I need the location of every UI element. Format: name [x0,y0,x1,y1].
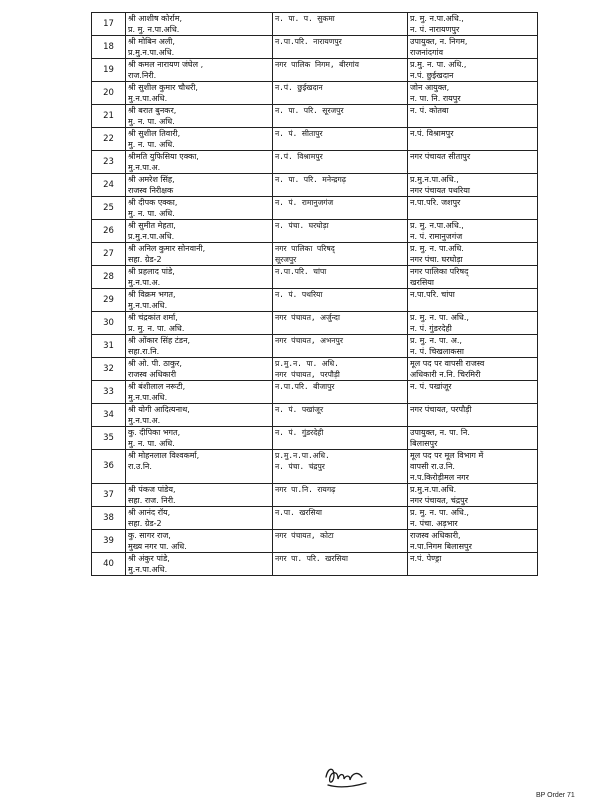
current-posting-cell-line: न. पंचा. घरघोड़ा [275,221,329,230]
signature-mark [322,763,370,789]
current-posting-cell-line [275,162,405,173]
row-number: 34 [92,404,126,427]
current-posting-cell [273,197,408,220]
current-posting-cell [273,404,408,427]
new-posting-cell-line: जोन आयुक्त, [410,83,450,92]
new-posting-cell-line: मूल पद पर मूल विभाग में [410,451,484,460]
current-posting-cell [273,381,408,404]
current-posting-cell-line: न. पंचा. चंद्रपुर [275,462,325,471]
new-posting-cell-line: उपायुक्त, न. पा. नि. [410,428,470,437]
row-number: 30 [92,312,126,335]
transfer-order-table [91,12,538,576]
current-posting-cell-line: नगर पंचायत, परपौड़ी [275,370,340,379]
new-posting-cell-line [410,415,535,426]
table-row [92,484,538,507]
new-posting-cell [408,197,538,220]
current-posting-cell-line [275,24,405,35]
officer-name-cell-line: प्र.मु.न.पा.अधि. [128,48,175,57]
current-posting-cell [273,427,408,450]
current-posting-cell-line: नगर पा. परि. खरसिया [275,554,348,563]
table-row [92,507,538,530]
current-posting-cell-line: न. पा. प. सुकमा [275,14,335,23]
new-posting-cell-line: प्र. मु. न.पा.अधि., [410,221,464,230]
current-posting-cell [273,59,408,82]
officer-name-cell [126,59,273,82]
current-posting-cell-line: न.पा.परि. बीजापुर [275,382,335,391]
officer-name-cell-line: श्री विक्रम भगत, [128,290,176,299]
current-posting-cell-line [275,541,405,552]
new-posting-cell-line [410,162,535,173]
new-posting-cell-line: न.पा.परि. चांपा [410,290,455,299]
officer-name-cell-line: श्री प्रहलाद पांडे, [128,267,175,276]
table-row [92,13,538,36]
new-posting-cell-line: न.पं. विश्रामपुर [410,129,454,138]
current-posting-cell-line [275,564,405,575]
new-posting-cell-line: नगर पंचायत सीतापुर [410,152,471,161]
new-posting-cell-line: न. पा. नि. रायपुर [410,94,461,103]
officer-name-cell-line: श्री सुशील कुमार चौधरी, [128,83,198,92]
officer-name-cell-line: मु. न. पा. अधि. [128,439,175,448]
row-number: 27 [92,243,126,266]
officer-name-cell-line: सहा.रा.नि. [128,347,160,356]
new-posting-cell-line: प्र. मु. न. पा. अधि., [410,313,469,322]
current-posting-cell [273,82,408,105]
officer-name-cell-line: रा.उ.नि. [128,462,152,471]
current-posting-cell-line [275,139,405,150]
officer-name-cell [126,530,273,553]
new-posting-cell [408,289,538,312]
table-row [92,197,538,220]
new-posting-cell [408,13,538,36]
new-posting-cell-line: नगर पंचा. घरघोड़ा [410,255,463,264]
officer-name-cell [126,404,273,427]
table-row [92,105,538,128]
table-row [92,220,538,243]
table-row [92,381,538,404]
officer-name-cell-line: श्री सुमीत मेहता, [128,221,176,230]
footer-order-code: BP Order 71 [536,792,575,799]
table-row [92,358,538,381]
officer-name-cell-line: राज.निरी. [128,71,157,80]
new-posting-cell-line [410,116,535,127]
current-posting-cell-line [275,438,405,449]
current-posting-cell-line [275,346,405,357]
officer-name-cell [126,36,273,59]
officer-name-cell-line: मु. न. पा. अधि. [128,140,175,149]
new-posting-cell-line: नगर पालिका परिषद् [410,267,469,276]
row-number: 40 [92,553,126,576]
new-posting-cell-line: वापसी रा.उ.नि. [410,462,455,471]
current-posting-cell-line: न. पं. पखांजूर [275,405,324,414]
current-posting-cell-line [275,116,405,127]
new-posting-cell-line [410,139,535,150]
row-number: 23 [92,151,126,174]
officer-name-cell [126,82,273,105]
current-posting-cell [273,450,408,484]
officer-name-cell-line: श्री ओंकार सिंह टंडन, [128,336,191,345]
table-row [92,427,538,450]
current-posting-cell-line: न. पा. परि. सूरजपुर [275,106,344,115]
row-number: 38 [92,507,126,530]
new-posting-cell-line: प्र. मु. न. पा. अ., [410,336,462,345]
officer-name-cell-line: मुख्य नगर पा. अधि. [128,542,187,551]
new-posting-cell-line: प्र.मु.न.पा.अधि., [410,175,459,184]
new-posting-cell-line: प्र. मु. न.पा.अधि., [410,14,464,23]
table-row [92,128,538,151]
officer-name-cell-line: मु. न. पा. अधि. [128,209,175,218]
current-posting-cell-line [275,70,405,81]
new-posting-cell-line: बिलासपुर [410,439,438,448]
current-posting-cell [273,484,408,507]
new-posting-cell-line: उपायुक्त, न. निगम, [410,37,468,46]
row-number: 37 [92,484,126,507]
new-posting-cell [408,553,538,576]
officer-name-cell-line: मु.न.पा.अ. [128,278,161,287]
table-row [92,289,538,312]
table-row [92,335,538,358]
new-posting-cell [408,243,538,266]
current-posting-cell-line [275,231,405,242]
new-posting-cell-line: नगर पंचायत, चंद्रपुर [410,496,468,505]
current-posting-cell [273,358,408,381]
row-number: 21 [92,105,126,128]
officer-name-cell [126,484,273,507]
row-number: 29 [92,289,126,312]
current-posting-cell-line [275,47,405,58]
table-row [92,82,538,105]
officer-name-cell [126,289,273,312]
new-posting-cell [408,105,538,128]
new-posting-cell-line: राजनांदगांव [410,48,444,57]
officer-name-cell-line: मु.न.पा.अ. [128,163,161,172]
officer-name-cell-line: सहा. ग्रेड-2 [128,519,162,528]
table-row [92,553,538,576]
table-row [92,530,538,553]
current-posting-cell-line: प्र.मु.न. पा. अधि. [275,359,339,368]
current-posting-cell [273,530,408,553]
officer-name-cell-line: श्री दीपक एक्का, [128,198,178,207]
current-posting-cell [273,174,408,197]
new-posting-cell-line: न. पं. चिखलाकसा [410,347,464,356]
officer-name-cell-line: श्रीमति युफिसिया एक्का, [128,152,199,161]
row-number: 26 [92,220,126,243]
officer-name-cell-line: श्री योगी आदित्यनाथ, [128,405,190,414]
officer-name-cell-line: मु.न.पा.अधि. [128,393,168,402]
officer-name-cell-line: श्री बंशीलाल नरूटी, [128,382,186,391]
current-posting-cell-line: न. पं. पथरिया [275,290,323,299]
new-posting-cell-line [410,208,535,219]
new-posting-cell-line: न. पं. कोतबा [410,106,449,115]
new-posting-cell-line: प्र. मु. न. पा. अधि., [410,508,469,517]
current-posting-cell-line: न.पा.परि. चांपा [275,267,327,276]
officer-name-cell-line: मु. न. पा. अधि. [128,117,175,126]
officer-name-cell [126,151,273,174]
table-row [92,36,538,59]
current-posting-cell-line: न. पं. रामानुजगंज [275,198,334,207]
officer-name-cell [126,197,273,220]
current-posting-cell-line: नगर पंचायत, कोटा [275,531,334,540]
row-number: 28 [92,266,126,289]
current-posting-cell [273,220,408,243]
officer-name-cell [126,507,273,530]
officer-name-cell-line: मु.न.पा.अधि. [128,94,168,103]
current-posting-cell [273,312,408,335]
officer-name-cell-line: श्री मोहनलाल विश्वकर्मा, [128,451,200,460]
new-posting-cell [408,266,538,289]
current-posting-cell-line: प्र.मु.न.पा.अधि. [275,451,330,460]
new-posting-cell [408,450,538,484]
new-posting-cell-line: प्र.मु. न. पा. अधि., [410,60,467,69]
officer-name-cell-line: श्री पंकज पांडेय, [128,485,176,494]
current-posting-cell-line: नगर पंचायत, अर्जुन्दा [275,313,340,322]
officer-name-cell [126,358,273,381]
new-posting-cell [408,530,538,553]
new-posting-cell-line: नगर पंचायत पथरिया [410,186,470,195]
current-posting-cell-line: नगर पा.नि. रायगढ़ [275,485,336,494]
current-posting-cell [273,105,408,128]
current-posting-cell-line: न.पं. छुईखदान [275,83,323,92]
current-posting-cell [273,243,408,266]
current-posting-cell-line [275,208,405,219]
officer-name-cell-line: प्र. मु. न. पा. अधि. [128,324,185,333]
table-row [92,404,538,427]
officer-name-cell-line: कु. सागर राज, [128,531,171,540]
row-number: 20 [92,82,126,105]
new-posting-cell [408,484,538,507]
row-number: 32 [92,358,126,381]
new-posting-cell [408,507,538,530]
table-body [92,13,538,576]
current-posting-cell-line: नगर पंचायत, अभनपुर [275,336,343,345]
officer-name-cell-line: श्री अमरेश सिंह, [128,175,175,184]
new-posting-cell-line: न. पं. गुंडरदेही [410,324,452,333]
row-number: 25 [92,197,126,220]
current-posting-cell-line [275,277,405,288]
officer-name-cell-line: श्री ओ. पी. ठाकुर, [128,359,182,368]
new-posting-cell-line: न.पा.निगम बिलासपुर [410,542,472,551]
current-posting-cell-line: न. पा. परि. मनेन्द्रगढ़ [275,175,346,184]
officer-name-cell [126,312,273,335]
new-posting-cell [408,220,538,243]
officer-name-cell [126,381,273,404]
current-posting-cell [273,507,408,530]
new-posting-cell [408,59,538,82]
officer-name-cell-line: श्री कमल नारायण जंघेल , [128,60,204,69]
officer-name-cell [126,105,273,128]
new-posting-cell-line: अधिकारी न.नि. चिरमिरी [410,370,481,379]
new-posting-cell [408,82,538,105]
table-row [92,312,538,335]
current-posting-cell-line [275,518,405,529]
officer-name-cell-line: प्र. मु. न.पा.अधि. [128,25,180,34]
row-number: 17 [92,13,126,36]
current-posting-cell [273,36,408,59]
table-row [92,450,538,484]
officer-name-cell [126,427,273,450]
officer-name-cell-line: श्री बरात बुनकर, [128,106,177,115]
new-posting-cell-line: नगर पंचायत, परपौड़ी [410,405,472,414]
row-number: 33 [92,381,126,404]
new-posting-cell [408,151,538,174]
current-posting-cell-line: नगर पालिका परिषद् [275,244,335,253]
new-posting-cell [408,427,538,450]
officer-name-cell [126,128,273,151]
current-posting-cell-line [275,323,405,334]
current-posting-cell-line [275,495,405,506]
row-number: 24 [92,174,126,197]
current-posting-cell [273,128,408,151]
current-posting-cell-line: न.पा.परि. नारायणपुर [275,37,342,46]
officer-name-cell-line: कु. दीपिका भगत, [128,428,181,437]
officer-name-cell-line: प्र.मु.न.पा.अधि. [128,232,175,241]
officer-name-cell [126,13,273,36]
row-number: 39 [92,530,126,553]
new-posting-cell [408,128,538,151]
row-number: 18 [92,36,126,59]
officer-name-cell-line: मु.न.पा.अधि. [128,565,168,574]
new-posting-cell [408,174,538,197]
table-row [92,151,538,174]
new-posting-cell-line: मूल पद पर वापसी राजस्व [410,359,485,368]
row-number: 35 [92,427,126,450]
new-posting-cell-line: प्र. मु. न. पा.अधि. [410,244,464,253]
new-posting-cell-line: न.पा.परि. जशपुर [410,198,461,207]
officer-name-cell-line: श्री अनिल कुमार सोनवानी, [128,244,206,253]
new-posting-cell-line: न. पंचा. अड़भार [410,519,458,528]
new-posting-cell [408,381,538,404]
new-posting-cell [408,404,538,427]
table-row [92,243,538,266]
officer-name-cell-line: राजस्व निरीक्षक [128,186,174,195]
current-posting-cell [273,151,408,174]
current-posting-cell [273,335,408,358]
new-posting-cell-line: न.पं. पेण्ड्रा [410,554,442,563]
new-posting-cell-line [410,564,535,575]
new-posting-cell-line: न.प.किरोड़ीमल नगर [410,473,469,482]
current-posting-cell-line [275,300,405,311]
current-posting-cell-line [275,185,405,196]
table-row [92,59,538,82]
officer-name-cell-line: श्री मोबिन अली, [128,37,175,46]
officer-name-cell-line: मु.न.पा.अ. [128,416,161,425]
officer-name-cell [126,243,273,266]
row-number: 22 [92,128,126,151]
current-posting-cell-line [275,392,405,403]
officer-name-cell-line: राजस्व अधिकारी [128,370,177,379]
new-posting-cell [408,335,538,358]
row-number: 31 [92,335,126,358]
officer-name-cell-line: मु.न.पा.अधि. [128,301,168,310]
officer-name-cell [126,266,273,289]
current-posting-cell-line: न.पा. खरसिया [275,508,322,517]
current-posting-cell-line: सूरजपुर [275,255,297,264]
new-posting-cell-line: खरसिया [410,278,435,287]
officer-name-cell [126,553,273,576]
officer-name-cell-line: श्री चंद्रकांत शर्मा, [128,313,178,322]
officer-name-cell [126,220,273,243]
new-posting-cell-line [410,300,535,311]
new-posting-cell-line [410,392,535,403]
new-posting-cell-line: प्र.मु.न.पा.अधि. [410,485,457,494]
current-posting-cell-line: नगर पालिक निगम, बीरगांव [275,60,359,69]
new-posting-cell [408,312,538,335]
current-posting-cell-line: न. पं. सीतापुर [275,129,323,138]
current-posting-cell-line [275,93,405,104]
officer-name-cell-line: सहा. ग्रेड-2 [128,255,162,264]
officer-name-cell [126,450,273,484]
current-posting-cell [273,289,408,312]
current-posting-cell-line: न.पं. विश्रामपुर [275,152,323,161]
current-posting-cell-line [275,415,405,426]
new-posting-cell-line: न. पं. पखांजूर [410,382,452,391]
current-posting-cell [273,13,408,36]
current-posting-cell [273,553,408,576]
officer-name-cell-line: श्री सुशील तिवारी, [128,129,181,138]
officer-name-cell-line: श्री आशीष कोर्राम, [128,14,183,23]
officer-name-cell-line: श्री अंकुर पांडे, [128,554,170,563]
new-posting-cell-line: राजस्व अधिकारी, [410,531,461,540]
current-posting-cell-line: न. पं. गुंडरदेही [275,428,324,437]
officer-name-cell [126,335,273,358]
new-posting-cell [408,36,538,59]
officer-name-cell-line: सहा. राज. निरी. [128,496,176,505]
row-number: 19 [92,59,126,82]
row-number: 36 [92,450,126,484]
new-posting-cell-line: न.पं. छुईखदान [410,71,454,80]
new-posting-cell [408,358,538,381]
current-posting-cell [273,266,408,289]
table-row [92,174,538,197]
officer-name-cell-line: श्री आनंद रॉय, [128,508,171,517]
new-posting-cell-line: न. पं. रामानुजगंज [410,232,463,241]
officer-name-cell [126,174,273,197]
table-row [92,266,538,289]
new-posting-cell-line: न. पं. नारायणपुर [410,25,460,34]
